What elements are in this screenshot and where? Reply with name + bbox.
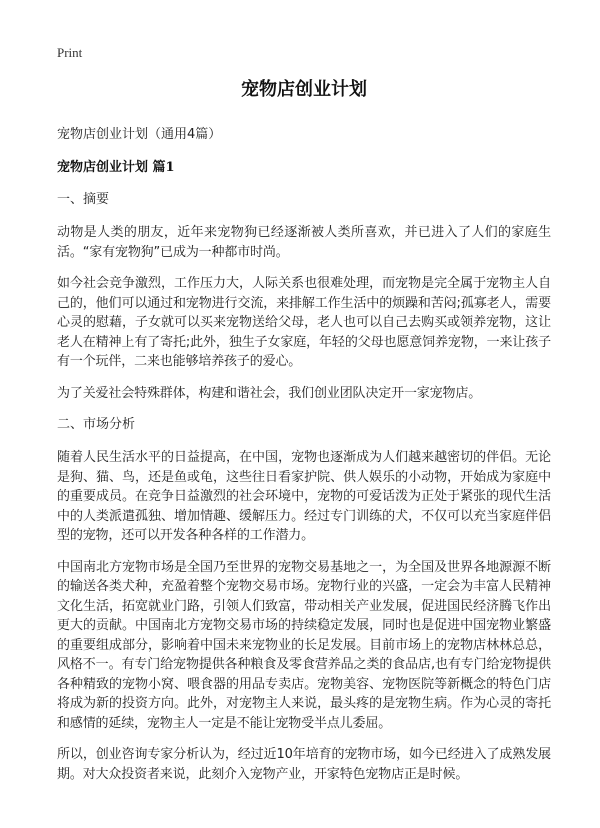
section-heading-market-analysis: 二、市场分析: [57, 417, 136, 432]
page-title: 宠物店创业计划: [241, 79, 367, 100]
document-subtitle: 宠物店创业计划（通用4篇）: [57, 127, 222, 142]
paragraph: 中国南北方宠物市场是全国乃至世界的宠物交易基地之一，为全国及世界各地源源不断的输送各类犬种，充盈着整个宠物交易市场。宠物行业的兴盛，一定会为丰富人民精神文化生活，拓宽就业门路，引领人们致富，带动相关产业发展，促进国民经济腾飞作出更大的贡献。中国南北方宠物交易市场的持续稳定发展，同时也是促进中国宠物业繁盛的重要组成部分，影响着中国未来宠物业的长足发展。目前市场上的宠物店林林总总，风格不一。有专门给宠物提供各种粮食及零食营养品之类的食品店,也有专门给宠物提供各种精致的宠物小窝、喂食器的用品专卖店。宠物美容、宠物医院等新概念的特色门店将成为新的投资方向。此外，对宠物主人来说，最头疼的是宠物生病。作为心灵的寄托和感情的延续，宠物主人一定是不能让宠物受半点儿委屈。: [57, 559, 551, 731]
document-body: [57, 76, 551, 796]
paragraph: 所以，创业咨询专家分析认为，经过近10年培育的宠物市场，如今已经进入了成熟发展期。对大众投资者来说，此刻介入宠物产业，开家特色宠物店正是时候。: [57, 747, 551, 782]
paragraph: 随着人民生活水平的日益提高，在中国，宠物也逐渐成为人们越来越密切的伴侣。无论是狗、猫、鸟，还是鱼或龟，这些往日看家护院、供人娱乐的小动物，开始成为家庭中的重要成员。在竞争日益激烈的社会环境中，宠物的可爱话泼为正处于紧张的现代生活中的人类派遣孤独、增加情趣、缓解压力。经过专门训练的犬，不仅可以充当家庭伴侣型的宠物，还可以开发各种各样的工作潜力。: [57, 450, 551, 543]
paragraph: 动物是人类的朋友，近年来宠物狗已经逐渐被人类所喜欢，并已进入了人们的家庭生活。“家有宠物狗”已成为一种都市时尚。: [57, 225, 551, 260]
section-heading-summary: 一、摘要: [57, 192, 110, 207]
article-heading: 宠物店创业计划 篇1: [57, 160, 175, 175]
paragraph: 如今社会竞争激烈，工作压力大，人际关系也很难处理，而宠物是完全属于宠物主人自己的，他们可以通过和宠物进行交流，来排解工作生活中的烦躁和苦闷;孤寡老人，需要心灵的慰藉，子女就可以买来宠物送给父母，老人也可以自己去购买或领养宠物，这让老人在精神上有了寄托;此外，独生子女家庭，年轻的父母也愿意饲养宠物，一来让孩子有一个玩伴，二来也能够培养孩子的爱心。: [57, 276, 551, 369]
print-link[interactable]: Print: [57, 45, 83, 60]
paragraph: 为了关爱社会特殊群体，构建和谐社会，我们创业团队决定开一家宠物店。: [57, 385, 482, 401]
